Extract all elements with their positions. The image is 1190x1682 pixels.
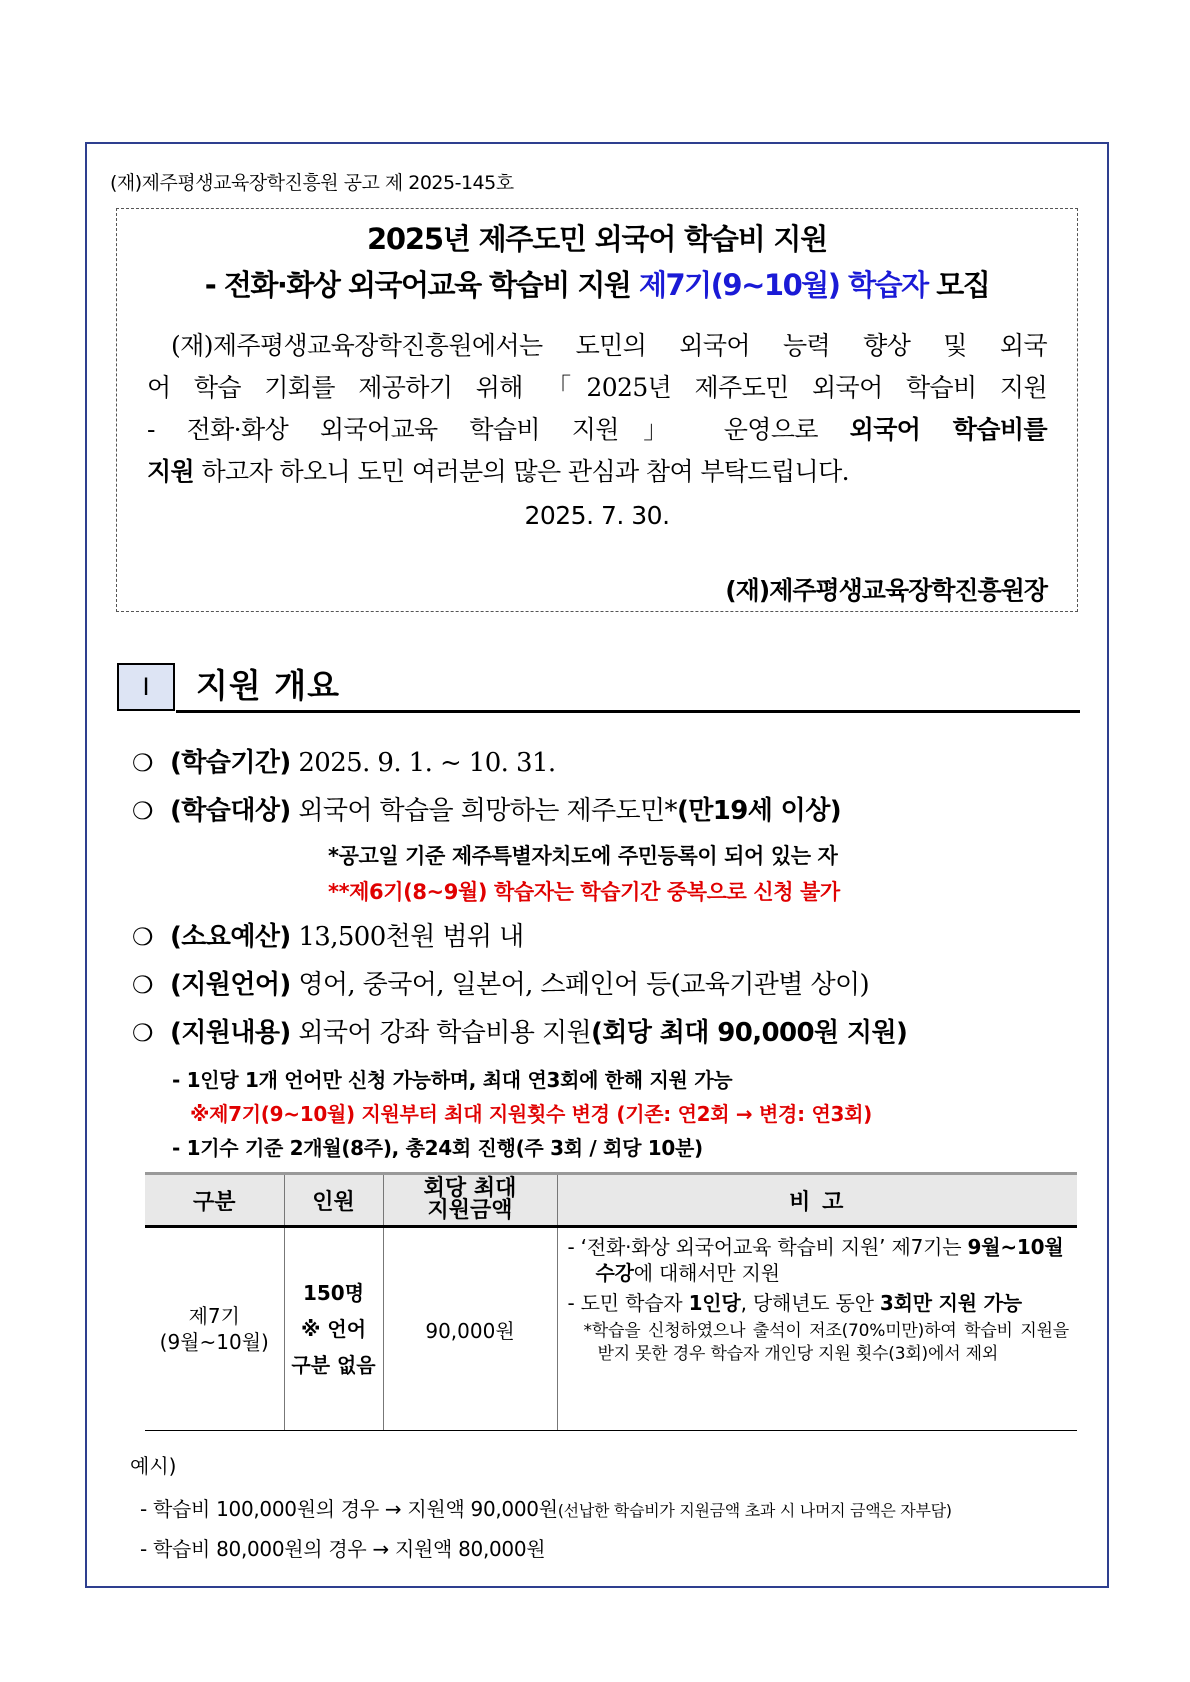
intro-line-1: (재)제주평생교육장학진흥원에서는 도민의 외국어 능력 향상 및 외국 <box>171 331 1047 360</box>
circle-bullet-icon: ❍ <box>132 923 153 951</box>
notice-date: 2025. 7. 30. <box>524 501 670 530</box>
cell-remark <box>557 1227 1077 1431</box>
support-table <box>145 1172 1077 1431</box>
remark-1b: 9월~10월 수강 <box>595 1235 1064 1285</box>
count-value: 150명 <box>302 1281 365 1305</box>
header-remark: 비 고 <box>557 1174 1077 1227</box>
item-label: (소요예산) <box>170 922 291 952</box>
count-note-1: ※ 언어 <box>300 1317 367 1341</box>
item-period <box>132 742 556 779</box>
intro-paragraph <box>147 325 1047 493</box>
intro-emphasis-2: 지원 <box>147 457 195 486</box>
intro-line-3a: - 전화·화상 외국어교육 학습비 지원」 운영으로 <box>147 415 850 444</box>
remark-2d: 3회만 지원 가능 <box>879 1291 1022 1315</box>
header-count: 인원 <box>284 1174 383 1227</box>
remark-1 <box>568 1234 1070 1286</box>
circle-bullet-icon: ❍ <box>132 749 153 777</box>
cell-count <box>284 1227 383 1431</box>
title-line-2 <box>117 263 1077 304</box>
notice-box <box>116 208 1078 612</box>
remark-3: *학습을 신청하였으나 출석이 저조(70%미만)하여 학습비 지원을 받지 못한 경우 학습자 개인당 지원 횟수(3회)에서 제외 <box>583 1321 1069 1364</box>
organization-name: (재)제주평생교육장학진흥원장 <box>725 576 1047 605</box>
content-dash-2: - 1기수 기준 2개월(8주), 총24회 진행(주 3회 / 회당 10분) <box>172 1136 703 1160</box>
item-target <box>132 790 841 827</box>
title-highlight: 제7기(9~10월) 학습자 <box>638 268 928 302</box>
circle-bullet-icon: ❍ <box>132 797 153 825</box>
remark-2 <box>568 1290 1070 1316</box>
item-content <box>132 1012 907 1049</box>
table-row <box>145 1227 1077 1431</box>
examples-label: 예시) <box>130 1454 177 1478</box>
example-1-note: (선납한 학습비가 지원금액 초과 시 나머지 금액은 자부담) <box>557 1501 952 1520</box>
target-note-2: **제6기(8~9월) 학습자는 학습기간 중복으로 신청 불가 <box>328 880 840 904</box>
circle-bullet-icon: ❍ <box>132 1019 153 1047</box>
example-2: - 학습비 80,000원의 경우 → 지원액 80,000원 <box>140 1537 546 1561</box>
remark-2c: , 당해년도 동안 <box>740 1291 880 1315</box>
item-value: 영어, 중국어, 일본어, 스페인어 등(교육기관별 상이) <box>298 970 870 1000</box>
intro-line-4 <box>147 451 1047 493</box>
header-amount <box>383 1174 557 1227</box>
section-underline <box>176 710 1080 713</box>
term-line-2: (9월~10월) <box>159 1330 269 1354</box>
header-category: 구분 <box>145 1174 284 1227</box>
title-suffix: 모집 <box>927 268 990 302</box>
example-1 <box>140 1493 952 1522</box>
remark-2a: - 도민 학습자 <box>567 1291 689 1315</box>
title-prefix: - 전화·화상 외국어교육 학습비 지원 <box>204 268 639 302</box>
example-1-text: - 학습비 100,000원의 경우 → 지원액 90,000원 <box>140 1497 558 1521</box>
term-line-1: 제7기 <box>188 1304 240 1328</box>
notice-number: (재)제주평생교육장학진흥원 공고 제 2025-145호 <box>110 172 514 194</box>
content-dash-1: - 1인당 1개 언어만 신청 가능하며, 최대 연3회에 한해 지원 가능 <box>172 1068 733 1092</box>
remark-2b: 1인당 <box>688 1291 741 1315</box>
remark-1c: 에 대해서만 지원 <box>633 1261 780 1285</box>
item-budget <box>132 916 524 953</box>
item-value: 2025. 9. 1. ~ 10. 31. <box>298 748 556 778</box>
header-amount-line1: 회당 최대 <box>423 1176 517 1201</box>
item-value: 외국어 강좌 학습비용 지원 <box>298 1018 591 1048</box>
section-number: Ⅰ <box>117 663 175 711</box>
table-header-row <box>145 1174 1077 1227</box>
content-change-note: ※제7기(9~10월) 지원부터 최대 지원횟수 변경 (기존: 연2회 → 변경: 연3회) <box>190 1102 872 1126</box>
item-emphasis: (회당 최대 90,000원 지원) <box>590 1018 908 1048</box>
cell-term <box>145 1227 284 1431</box>
title-line-1: 2025년 제주도민 외국어 학습비 지원 <box>366 222 828 256</box>
remark-1a: - ‘전화·화상 외국어교육 학습비 지원’ 제7기는 <box>567 1235 968 1259</box>
target-note-1: *공고일 기준 제주특별자치도에 주민등록이 되어 있는 자 <box>328 844 838 868</box>
item-label: (지원언어) <box>170 970 291 1000</box>
count-note-2: 구분 없음 <box>291 1353 376 1377</box>
item-value: 외국어 학습을 희망하는 제주도민* <box>298 796 677 826</box>
intro-line-4b: 하고자 하오니 도민 여러분의 많은 관심과 참여 부탁드립니다. <box>194 457 849 486</box>
item-label: (지원내용) <box>170 1018 291 1048</box>
item-label: (학습기간) <box>170 748 291 778</box>
intro-line-2: 어 학습 기회를 제공하기 위해 「2025년 제주도민 외국어 학습비 지원 <box>147 373 1047 402</box>
item-value: 13,500천원 범위 내 <box>298 922 524 952</box>
item-emphasis: (만19세 이상) <box>676 796 842 826</box>
header-amount-line2: 지원금액 <box>427 1198 513 1223</box>
circle-bullet-icon: ❍ <box>132 971 153 999</box>
item-language <box>132 964 869 1001</box>
cell-amount: 90,000원 <box>383 1227 557 1431</box>
intro-line-3 <box>147 409 1047 451</box>
section-title: 지원 개요 <box>196 666 341 705</box>
item-label: (학습대상) <box>170 796 291 826</box>
intro-emphasis-1: 외국어 학습비를 <box>849 415 1047 444</box>
